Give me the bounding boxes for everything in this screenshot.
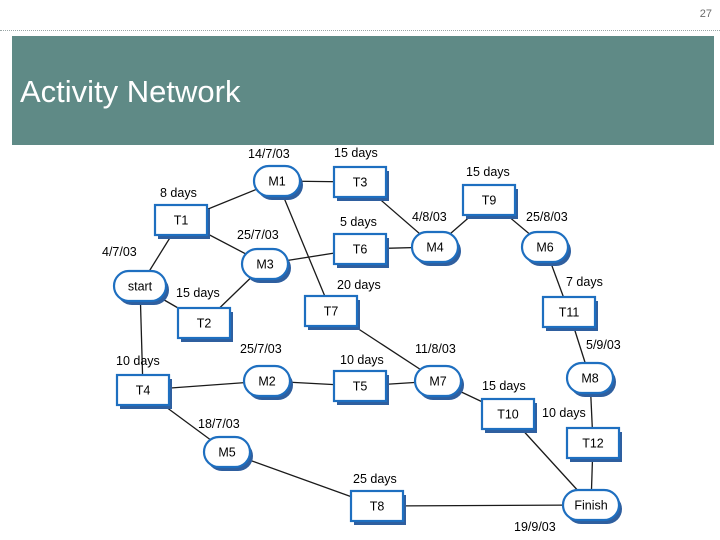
task-duration-t12: 10 days [542, 406, 586, 420]
milestone-date-m3: 25/7/03 [237, 228, 279, 242]
milestone-label: M3 [256, 257, 274, 272]
milestone-label: M2 [258, 374, 276, 389]
task-t9 [463, 185, 518, 219]
milestone-date-m6: 25/8/03 [526, 210, 568, 224]
task-label: T12 [582, 436, 604, 451]
task-t8 [351, 491, 406, 525]
task-duration-t1: 8 days [160, 186, 197, 200]
milestone-label: M4 [426, 240, 444, 255]
milestone-date-m8: 5/9/03 [586, 338, 621, 352]
task-duration-t8: 25 days [353, 472, 397, 486]
task-label: T9 [481, 193, 497, 208]
task-label: T6 [352, 242, 368, 257]
task-label: T1 [173, 213, 189, 228]
milestone-date-m5: 18/7/03 [198, 417, 240, 431]
milestone-m1 [254, 166, 303, 200]
page-number: 27 [699, 8, 712, 20]
milestone-m2 [244, 366, 293, 400]
milestone-date-finish: 19/9/03 [514, 520, 556, 534]
task-label: T5 [352, 379, 368, 394]
milestone-date-m1: 14/7/03 [248, 147, 290, 161]
task-t12 [567, 428, 622, 462]
milestone-date-m4: 4/8/03 [412, 210, 447, 224]
milestone-date-m2: 25/7/03 [240, 342, 282, 356]
task-duration-t6: 5 days [340, 215, 377, 229]
milestone-start [114, 271, 169, 305]
milestone-label: M1 [268, 174, 286, 189]
milestone-m6 [522, 232, 571, 266]
milestone-label: M6 [536, 240, 554, 255]
task-t2 [178, 308, 233, 342]
task-t7 [305, 296, 360, 330]
task-label: T11 [558, 305, 580, 320]
task-duration-t11: 7 days [566, 275, 603, 289]
task-duration-t2: 15 days [176, 286, 220, 300]
task-duration-t10: 15 days [482, 379, 526, 393]
milestone-m8 [567, 363, 616, 397]
task-label: T7 [323, 304, 339, 319]
task-duration-t7: 20 days [337, 278, 381, 292]
task-label: T8 [369, 499, 385, 514]
milestone-label: start [127, 279, 153, 294]
task-t4 [117, 375, 172, 409]
task-duration-t3: 15 days [334, 146, 378, 160]
task-t6 [334, 234, 389, 268]
task-t10 [482, 399, 537, 433]
task-duration-t5: 10 days [340, 353, 384, 367]
milestone-date-m7: 11/8/03 [415, 342, 456, 356]
slide-title: Activity Network [20, 74, 241, 109]
milestone-finish [563, 490, 622, 524]
task-t11 [543, 297, 598, 331]
task-label: T4 [135, 383, 151, 398]
task-t1 [155, 205, 210, 239]
milestone-date-start: 4/7/03 [102, 245, 137, 259]
task-label: T2 [196, 316, 212, 331]
edge-t8-finish [377, 505, 591, 506]
milestone-m4 [412, 232, 461, 266]
edge-m1-t7 [277, 181, 331, 311]
milestone-m7 [415, 366, 464, 400]
task-label: T3 [352, 175, 368, 190]
task-duration-t9: 15 days [466, 165, 510, 179]
milestone-label: M7 [429, 374, 447, 389]
task-duration-t4: 10 days [116, 354, 160, 368]
task-t3 [334, 167, 389, 201]
milestone-m5 [204, 437, 253, 471]
milestone-label: Finish [574, 498, 608, 513]
milestone-label: M8 [581, 371, 599, 386]
task-label: T10 [497, 407, 519, 422]
milestone-m3 [242, 249, 291, 283]
task-t5 [334, 371, 389, 405]
milestone-label: M5 [218, 445, 236, 460]
